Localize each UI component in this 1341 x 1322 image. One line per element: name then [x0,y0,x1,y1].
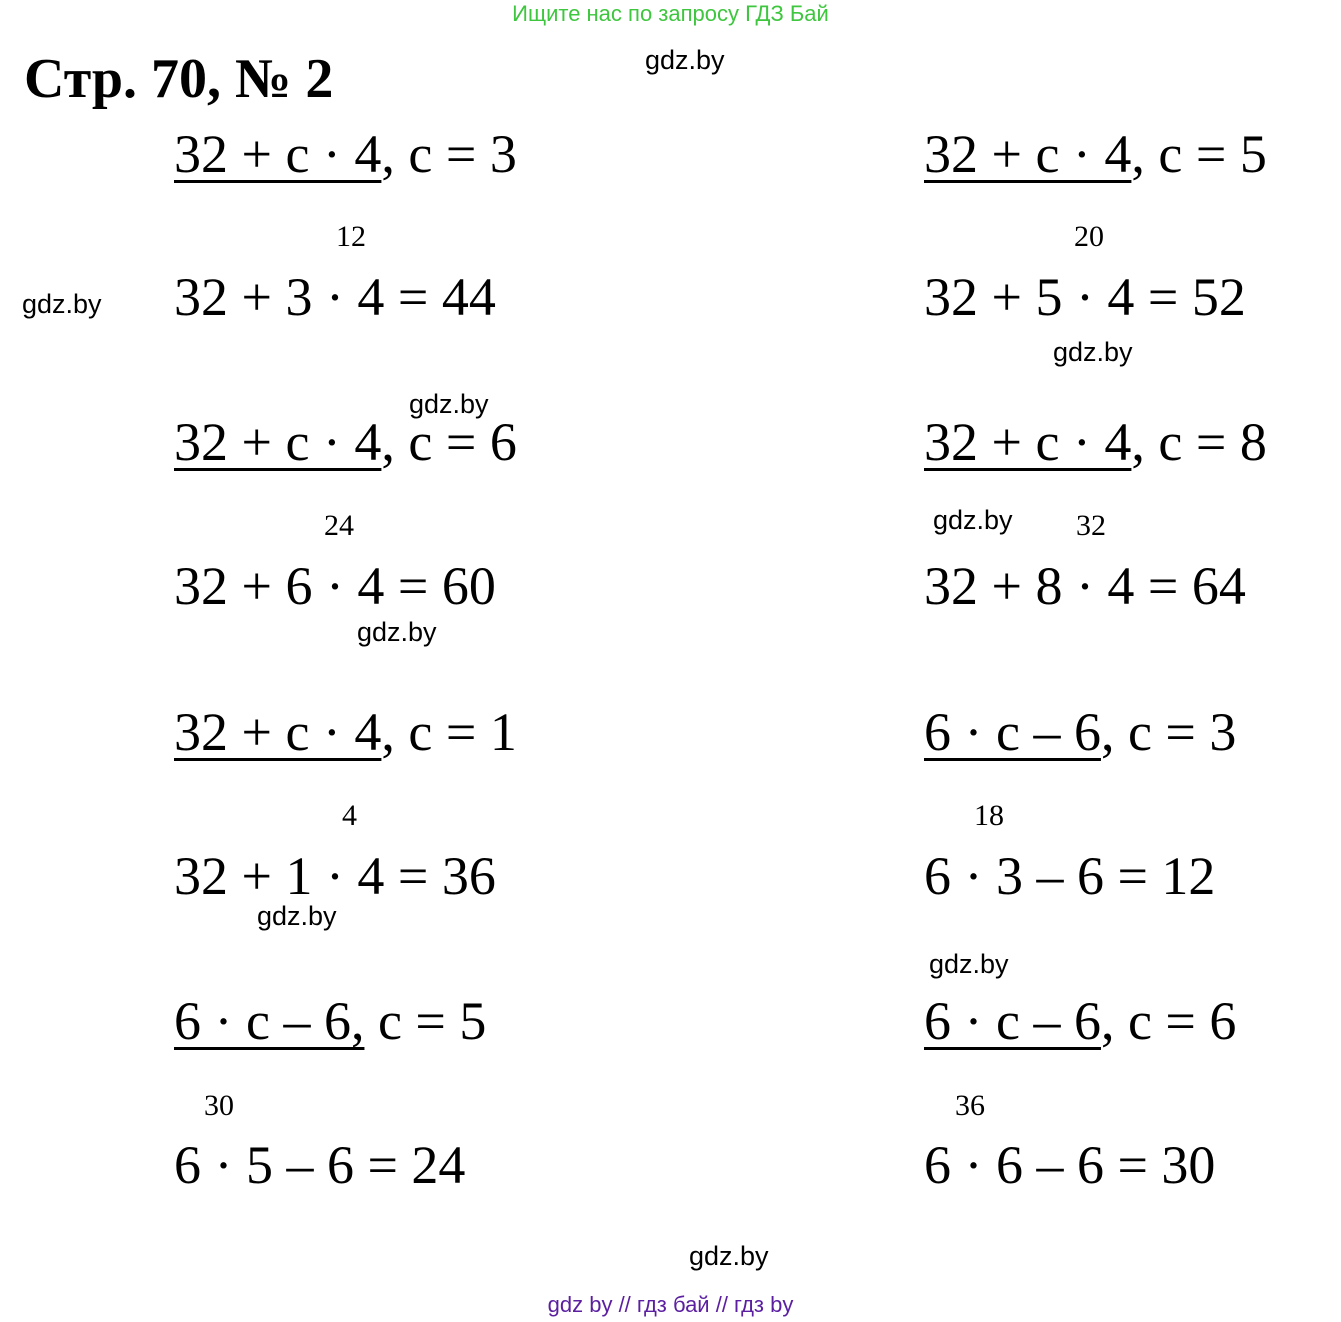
watermark: gdz.by [689,1241,769,1271]
problem-6-condition: , c = 3 [1100,702,1237,762]
watermark: gdz.by [257,901,337,931]
problem-6-expression: 6 · c – 6 [924,702,1101,762]
problem-1-condition: , c = 3 [381,124,517,184]
problem-3-condition: , c = 6 [381,412,517,472]
problem-5-expression: 32 + c · 4 [174,702,382,762]
problem-3-expression: 32 + c · 4 [174,412,382,472]
watermark: gdz.by [929,949,1009,979]
problem-8-intermediate: 36 [955,1089,985,1122]
problem-1-task [174,124,517,184]
problem-6-intermediate: 18 [974,799,1004,832]
problem-7-task [174,991,486,1051]
problem-1-intermediate: 12 [336,220,366,253]
problem-4-result: 32 + 8 · 4 = 64 [924,556,1246,616]
problem-6-task [924,702,1236,762]
problem-7-expression: 6 · c – 6, [174,991,365,1051]
problem-2-expression: 32 + c · 4 [924,124,1132,184]
problem-4-condition: , c = 8 [1131,412,1267,472]
watermark: gdz.by [645,45,725,75]
footer-links[interactable]: gdz by // гдз бай // гдз by [547,1292,794,1317]
problem-5-result: 32 + 1 · 4 = 36 [174,846,496,906]
problem-6-result: 6 · 3 – 6 = 12 [924,846,1216,906]
problem-2-intermediate: 20 [1074,220,1104,253]
problem-5-intermediate: 4 [342,799,357,832]
problem-3-intermediate: 24 [324,509,354,542]
watermark: gdz.by [933,505,1013,535]
problem-1-result: 32 + 3 · 4 = 44 [174,267,496,327]
problem-7-intermediate: 30 [204,1089,234,1122]
problem-3-task [174,412,517,472]
watermark: gdz.by [357,617,437,647]
watermark: gdz.by [1053,337,1133,367]
watermark: gdz.by [409,389,489,419]
problem-8-expression: 6 · c – 6 [924,991,1101,1051]
problem-7-result: 6 · 5 – 6 = 24 [174,1135,466,1195]
top-banner[interactable]: Ищите нас по запросу ГДЗ Бай [512,1,829,26]
problem-1-expression: 32 + c · 4 [174,124,382,184]
problem-4-expression: 32 + c · 4 [924,412,1132,472]
problem-8-task [924,991,1236,1051]
problem-2-task [924,124,1267,184]
problem-8-condition: , c = 6 [1100,991,1237,1051]
problem-8-result: 6 · 6 – 6 = 30 [924,1135,1216,1195]
problem-4-intermediate: 32 [1076,509,1106,542]
problem-2-result: 32 + 5 · 4 = 52 [924,267,1246,327]
problem-7-condition: c = 5 [364,991,487,1051]
problem-4-task [924,412,1267,472]
problem-5-task [174,702,517,762]
page-title: Стр. 70, № 2 [24,48,334,110]
watermark: gdz.by [22,289,102,319]
problem-2-condition: , c = 5 [1131,124,1267,184]
problem-3-result: 32 + 6 · 4 = 60 [174,556,496,616]
problem-5-condition: , c = 1 [381,702,517,762]
